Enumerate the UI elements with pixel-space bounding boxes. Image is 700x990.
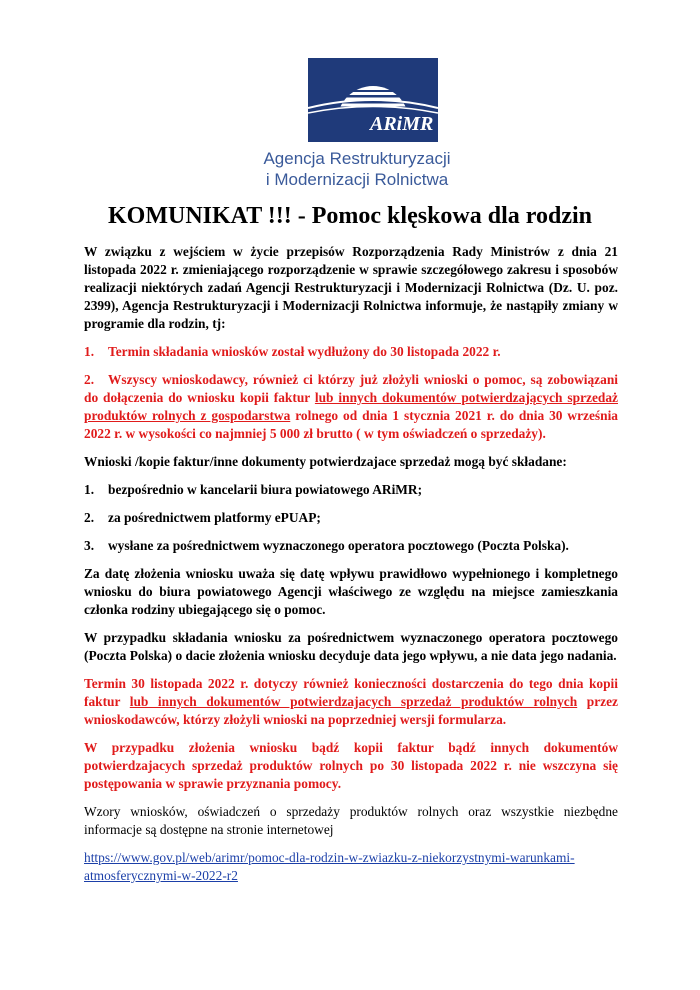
deadline-text-b: przez wnioskodawców, którzy złożyli wnioski na poprzedniej wersji formularza. (84, 694, 618, 727)
arimr-logo (262, 58, 452, 190)
info-link[interactable] (84, 850, 575, 883)
point-2-number: 2. (84, 372, 95, 387)
templates-paragraph: Wzory wniosków, oświadczeń o sprzedaży produktów rolnych oraz wszystkie niezbędne informacje są dostępne na stronie internetowej (84, 804, 618, 837)
method-1-text: bezpośrednio w kancelarii biura powiatowego ARiMR; (108, 482, 423, 497)
point-2-text-b: rolnego od dnia 1 stycznia 2021 r. do dnia 30 września 2022 r. w wysokości co najmniej 5 000 zł brutto ( w tym oświadczeń o sprzedaży). (84, 408, 618, 441)
point-1 (84, 343, 618, 361)
method-1-number: 1. (84, 482, 95, 497)
method-3 (84, 537, 618, 555)
method-3-text: wysłane za pośrednictwem wyznaczonego operatora pocztowego (Poczta Polska). (108, 538, 569, 553)
agency-name (262, 148, 452, 190)
agency-line-2: i Modernizacji Rolnictwa (265, 170, 449, 189)
link-paragraph (84, 849, 618, 885)
info-link-line-2: atmosferycznymi-w-2022-r2 (84, 868, 238, 883)
point-2 (84, 371, 618, 443)
logo-emblem (308, 58, 438, 142)
date-paragraph: Za datę złożenia wniosku uważa się datę wpływu prawidłowo wypełnionego i kompletnego wniosku do biura powiatowego Agencji właściwego ze względu na miejsce zamieszkania członka rodziny ubiegającego się o pomoc. (84, 566, 618, 617)
logo-name: ARiMR (370, 113, 434, 135)
deadline-text-a: Termin 30 listopada 2022 r. dotyczy również konieczności dostarczenia do tego dnia kopii faktur (84, 676, 618, 709)
method-1 (84, 481, 618, 499)
point-2-underlined: lub innych dokumentów potwierdzających sprzedaż produktów rolnych z gospodarstwa (84, 390, 618, 423)
method-2-number: 2. (84, 510, 95, 525)
post-paragraph: W przypadku składania wniosku za pośrednictwem wyznaczonego operatora pocztowego (Poczta Polska) o dacie złożenia wniosku decyduje data jego wpływu, a nie data jego nadania. (84, 630, 618, 663)
document-body (84, 243, 618, 895)
method-2-text: za pośrednictwem platformy ePUAP; (108, 510, 321, 525)
deadline-underlined: lub innych dokumentów potwierdzajacych sprzedaż produktów rolnych (129, 694, 578, 709)
point-1-number: 1. (84, 344, 95, 359)
point-2-text-a: Wszyscy wnioskodawcy, również ci którzy już złożyli wnioski o pomoc, są zobowiązani do dołączenia do wniosku kopii faktur (84, 372, 618, 405)
late-paragraph: W przypadku złożenia wniosku bądź kopii faktur bądź innych dokumentów potwierdzajacych sprzedaż produktów rolnych po 30 listopada 2022 r. nie wszczyna się postępowania w sprawie przyznania pomocy. (84, 740, 618, 791)
intro-paragraph: W związku z wejściem w życie przepisów Rozporządzenia Rady Ministrów z dnia 21 listopada 2022 r. zmieniającego rozporządzenie w sprawie szczegółowego zakresu i sposobów realizacji niektórych zadań Agencji Restrukturyzacji i Modernizacji Rolnictwa (Dz. U. poz. 2399), Agencja Restrukturyzacji i Modernizacji Rolnictwa informuje, że nastąpiły zmiany w programie dla rodzin, tj: (84, 244, 618, 331)
info-link-line-1: https://www.gov.pl/web/arimr/pomoc-dla-rodzin-w-zwiazku-z-niekorzystnymi-warunkami- (84, 850, 575, 865)
agency-line-1: Agencja Restrukturyzacji (263, 149, 451, 168)
page-title: KOMUNIKAT !!! - Pomoc klęskowa dla rodzin (108, 203, 592, 229)
submit-intro: Wnioski /kopie faktur/inne dokumenty potwierdzajace sprzedaż mogą być składane: (84, 454, 567, 469)
deadline-paragraph (84, 675, 618, 729)
point-1-text: Termin składania wniosków został wydłużony do 30 listopada 2022 r. (108, 344, 501, 359)
method-2 (84, 509, 618, 527)
method-3-number: 3. (84, 538, 95, 553)
